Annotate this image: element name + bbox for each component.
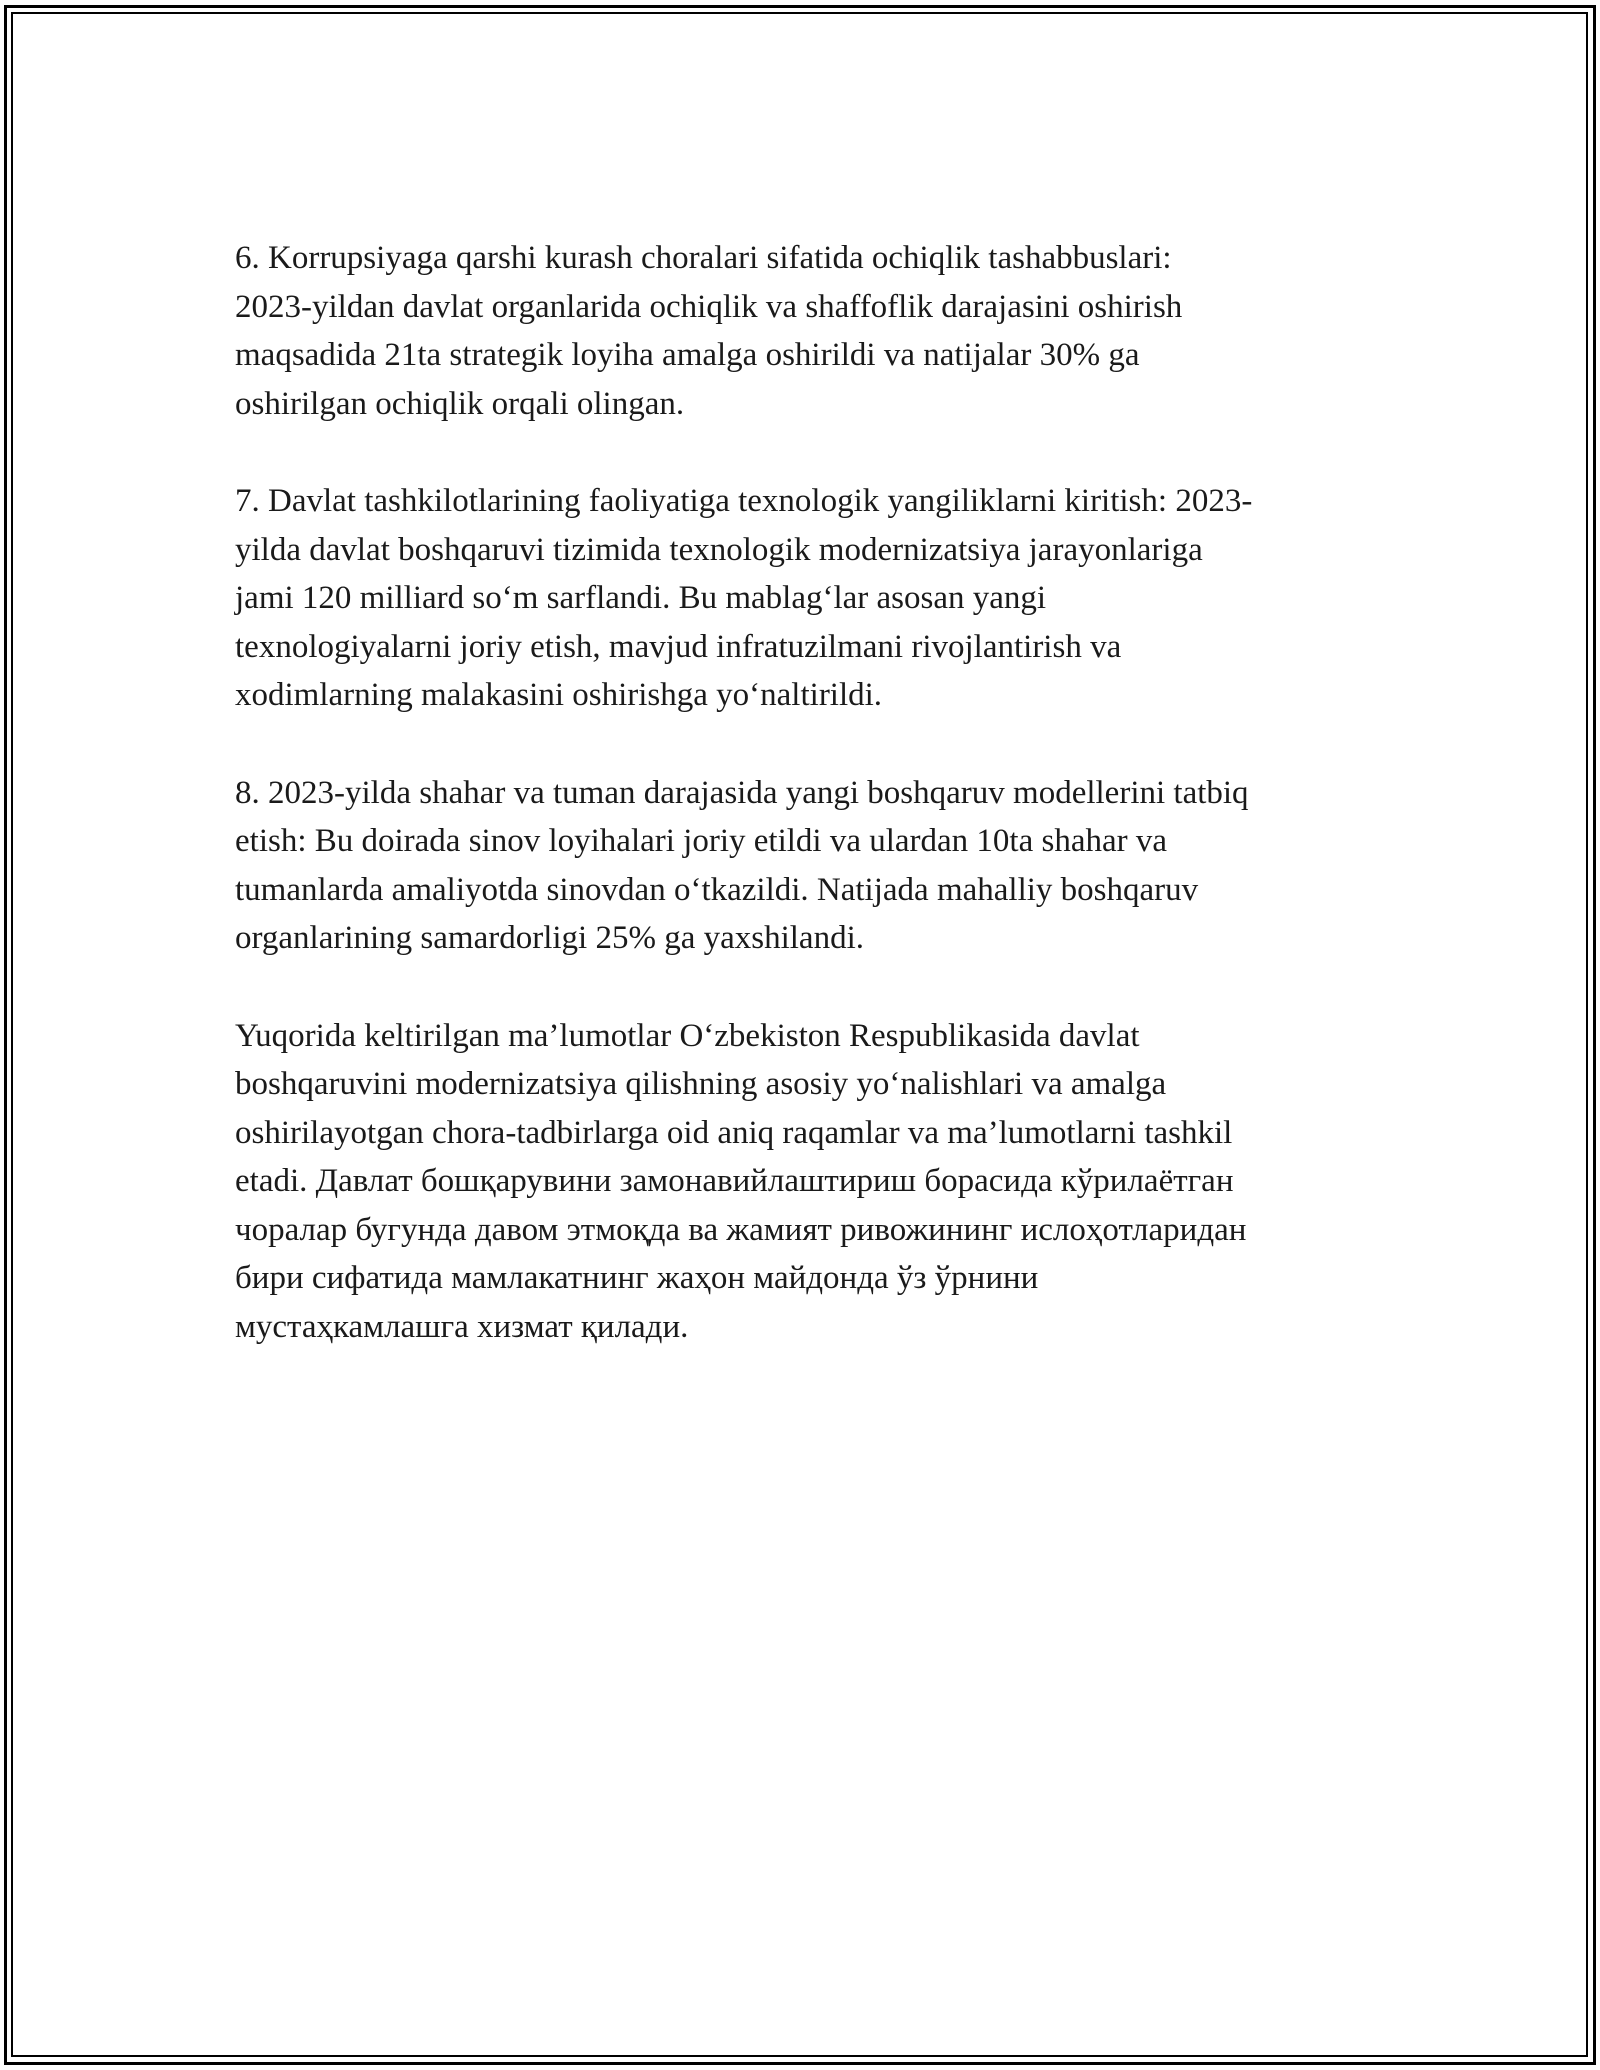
text-line: 7. Davlat tashkilotlarining faoliyatiga texnologik yangiliklarni kiritish: 2023-: [235, 482, 1253, 519]
text-line: organlarining samardorligi 25% ga yaxshilandi.: [235, 920, 864, 957]
paragraph-governance-models: [235, 769, 1375, 963]
paragraph-technology-innovations: [235, 477, 1375, 720]
text-line: мустаҳкамлашга хизмат қилади.: [235, 1309, 689, 1346]
text-line: 6. Korrupsiyaga qarshi kurash choralari sifatida ochiqlik tashabbuslari:: [235, 240, 1172, 276]
text-line: yilda davlat boshqaruvi tizimida texnologik modernizatsiya jarayonlariga: [235, 531, 1203, 568]
text-line: maqsadida 21ta strategik loyiha amalga oshirildi va natijalar 30% ga: [235, 337, 1140, 374]
text-line: oshirilgan ochiqlik orqali olingan.: [235, 385, 685, 422]
text-line: jami 120 milliard so‘m sarflandi. Bu mablag‘lar asosan yangi: [235, 580, 1047, 617]
document-body: [235, 234, 1375, 1352]
text-line: tumanlarda amaliyotda sinovdan o‘tkazildi. Natijada mahalliy boshqaruv: [235, 871, 1199, 908]
paragraph-conclusion: [235, 1012, 1375, 1352]
text-line: Yuqorida keltirilgan ma’lumotlar O‘zbekiston Respublikasida davlat: [235, 1017, 1140, 1054]
text-line: 8. 2023-yilda shahar va tuman darajasida yangi boshqaruv modellerini tatbiq: [235, 774, 1249, 811]
paragraph-transparency-initiatives: [235, 234, 1375, 428]
text-line: boshqaruvini modernizatsiya qilishning asosiy yo‘nalishlari va amalga: [235, 1066, 1167, 1103]
text-line: 2023-yildan davlat organlarida ochiqlik va shaffoflik darajasini oshirish: [235, 288, 1183, 325]
text-line: texnologiyalarni joriy etish, mavjud infratuzilmani rivojlantirish va: [235, 628, 1122, 665]
text-line: бири сифатида мамлакатнинг жаҳон майдонда ўз ўрнини: [235, 1260, 1039, 1297]
text-line: oshirilayotgan chora-tadbirlarga oid aniq raqamlar va ma’lumotlarni tashkil: [235, 1114, 1233, 1151]
text-line: чоралар бугунда давом этмоқда ва жамият ривожининг ислоҳотларидан: [235, 1211, 1247, 1248]
text-line: etadi. Давлат бошқарувини замонавийлаштириш борасида кўрилаётган: [235, 1163, 1234, 1200]
text-line: etish: Bu doirada sinov loyihalari joriy etildi va ulardan 10ta shahar va: [235, 823, 1168, 860]
text-line: xodimlarning malakasini oshirishga yo‘naltirildi.: [235, 677, 883, 714]
